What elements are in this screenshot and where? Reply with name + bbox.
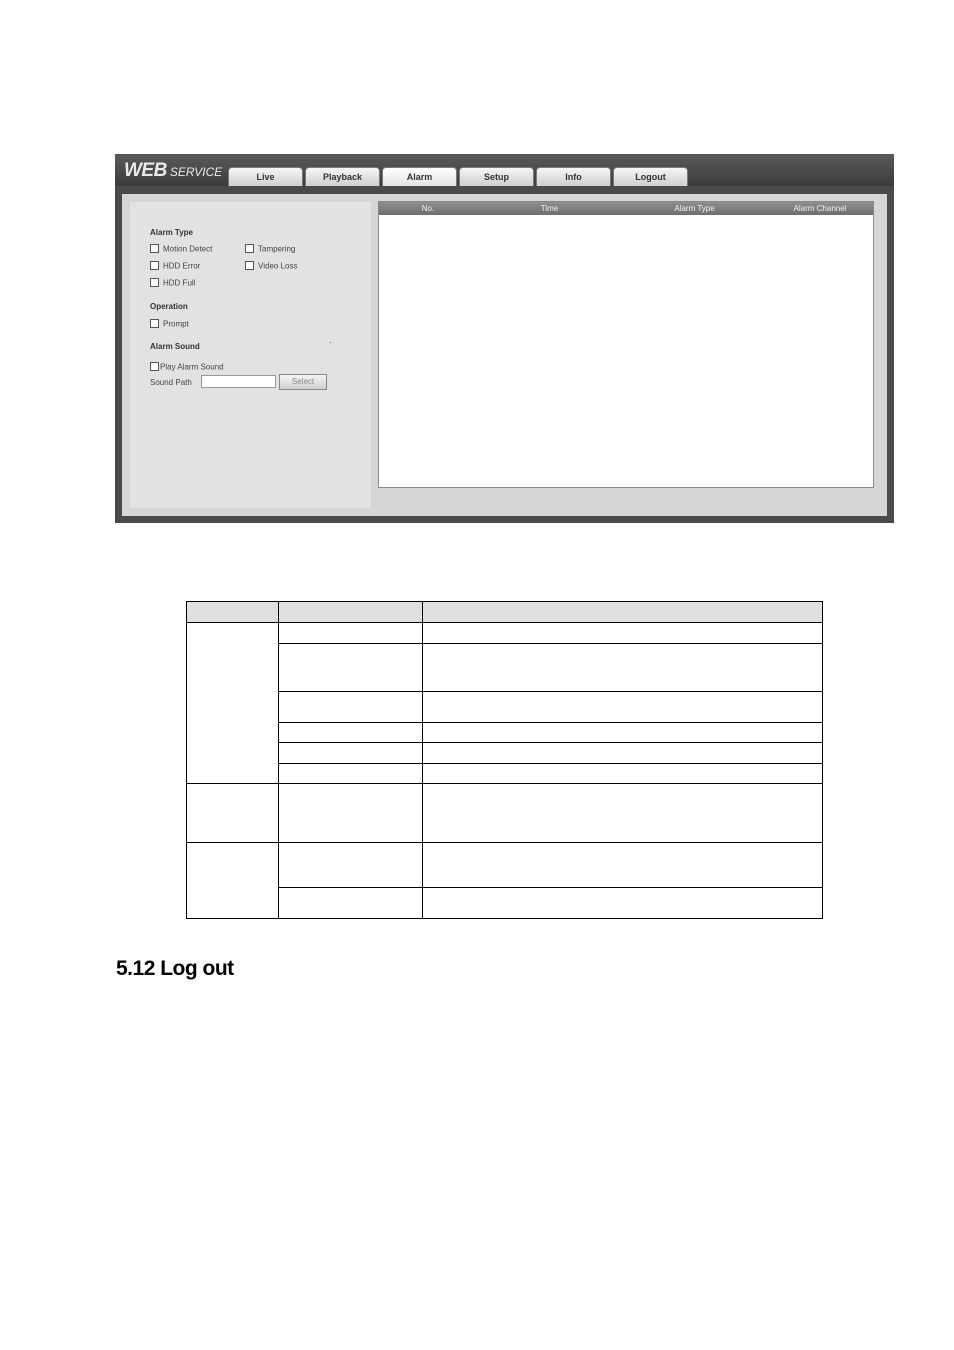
video-loss-option[interactable] xyxy=(245,257,298,271)
table-cell xyxy=(278,622,423,644)
prompt-checkbox[interactable] xyxy=(150,319,159,328)
tab-alarm[interactable]: Alarm xyxy=(382,167,457,186)
alarm-list-header xyxy=(379,202,873,215)
tab-logout[interactable]: Logout xyxy=(613,167,688,186)
hdd-error-label: HDD Error xyxy=(163,261,201,271)
stray-dot xyxy=(330,342,331,343)
table-cell xyxy=(422,763,823,784)
tampering-option[interactable] xyxy=(245,240,296,254)
table-cell xyxy=(278,691,423,723)
hdd-full-checkbox[interactable] xyxy=(150,278,159,287)
table-header-cell xyxy=(278,601,423,623)
table-cell xyxy=(278,722,423,743)
table-cell xyxy=(278,763,423,784)
motion-detect-option[interactable] xyxy=(150,240,213,254)
sound-path-input[interactable] xyxy=(201,375,276,388)
table-cell xyxy=(278,842,423,888)
alarm-list-table xyxy=(378,201,874,488)
parameter-table xyxy=(186,601,823,919)
play-alarm-sound-checkbox[interactable] xyxy=(150,362,159,371)
logo-main-text: WEB xyxy=(124,160,167,181)
tab-live[interactable]: Live xyxy=(228,167,303,186)
col-time: Time xyxy=(540,204,559,213)
col-alarm-channel: Alarm Channel xyxy=(793,204,847,213)
hdd-error-checkbox[interactable] xyxy=(150,261,159,270)
sound-path-label: Sound Path xyxy=(150,378,192,387)
operation-title: Operation xyxy=(150,302,188,311)
table-cell xyxy=(422,643,823,692)
tab-setup[interactable]: Setup xyxy=(459,167,534,186)
table-cell xyxy=(278,643,423,692)
table-cell xyxy=(422,842,823,888)
web-service-screenshot xyxy=(115,154,894,523)
alarm-settings-panel xyxy=(130,202,371,508)
tampering-label: Tampering xyxy=(258,244,296,254)
col-alarm-type: Alarm Type xyxy=(674,204,715,213)
hdd-full-option[interactable] xyxy=(150,274,196,288)
web-service-logo xyxy=(124,160,222,182)
alarm-sound-title: Alarm Sound xyxy=(150,342,200,351)
select-button[interactable]: Select xyxy=(279,374,327,390)
motion-detect-checkbox[interactable] xyxy=(150,244,159,253)
table-header-cell xyxy=(186,601,279,623)
section-heading: 5.12 Log out xyxy=(116,957,234,980)
alarm-page-content xyxy=(122,194,887,516)
prompt-option[interactable] xyxy=(150,315,189,329)
play-alarm-sound-option[interactable] xyxy=(150,358,224,372)
tampering-checkbox[interactable] xyxy=(245,244,254,253)
hdd-full-label: HDD Full xyxy=(163,278,196,288)
table-cell xyxy=(422,742,823,764)
table-cell xyxy=(422,691,823,723)
table-group-cell xyxy=(186,622,279,784)
alarm-type-title: Alarm Type xyxy=(150,228,193,237)
top-bar xyxy=(115,154,894,186)
table-cell xyxy=(278,887,423,919)
video-loss-checkbox[interactable] xyxy=(245,261,254,270)
prompt-label: Prompt xyxy=(163,319,189,329)
logo-sub-text: SERVICE xyxy=(169,165,223,179)
motion-detect-label: Motion Detect xyxy=(163,244,213,254)
tab-playback[interactable]: Playback xyxy=(305,167,380,186)
table-cell xyxy=(278,742,423,764)
table-group-cell xyxy=(186,783,279,843)
table-cell xyxy=(422,722,823,743)
tab-info[interactable]: Info xyxy=(536,167,611,186)
play-alarm-sound-label: Play Alarm Sound xyxy=(160,362,224,372)
video-loss-label: Video Loss xyxy=(258,261,298,271)
table-cell xyxy=(422,622,823,644)
hdd-error-option[interactable] xyxy=(150,257,201,271)
table-group-cell xyxy=(186,842,279,919)
table-cell xyxy=(422,887,823,919)
table-cell xyxy=(278,783,423,843)
table-header-cell xyxy=(422,601,823,623)
col-no: No. xyxy=(421,204,435,213)
table-cell xyxy=(422,783,823,843)
